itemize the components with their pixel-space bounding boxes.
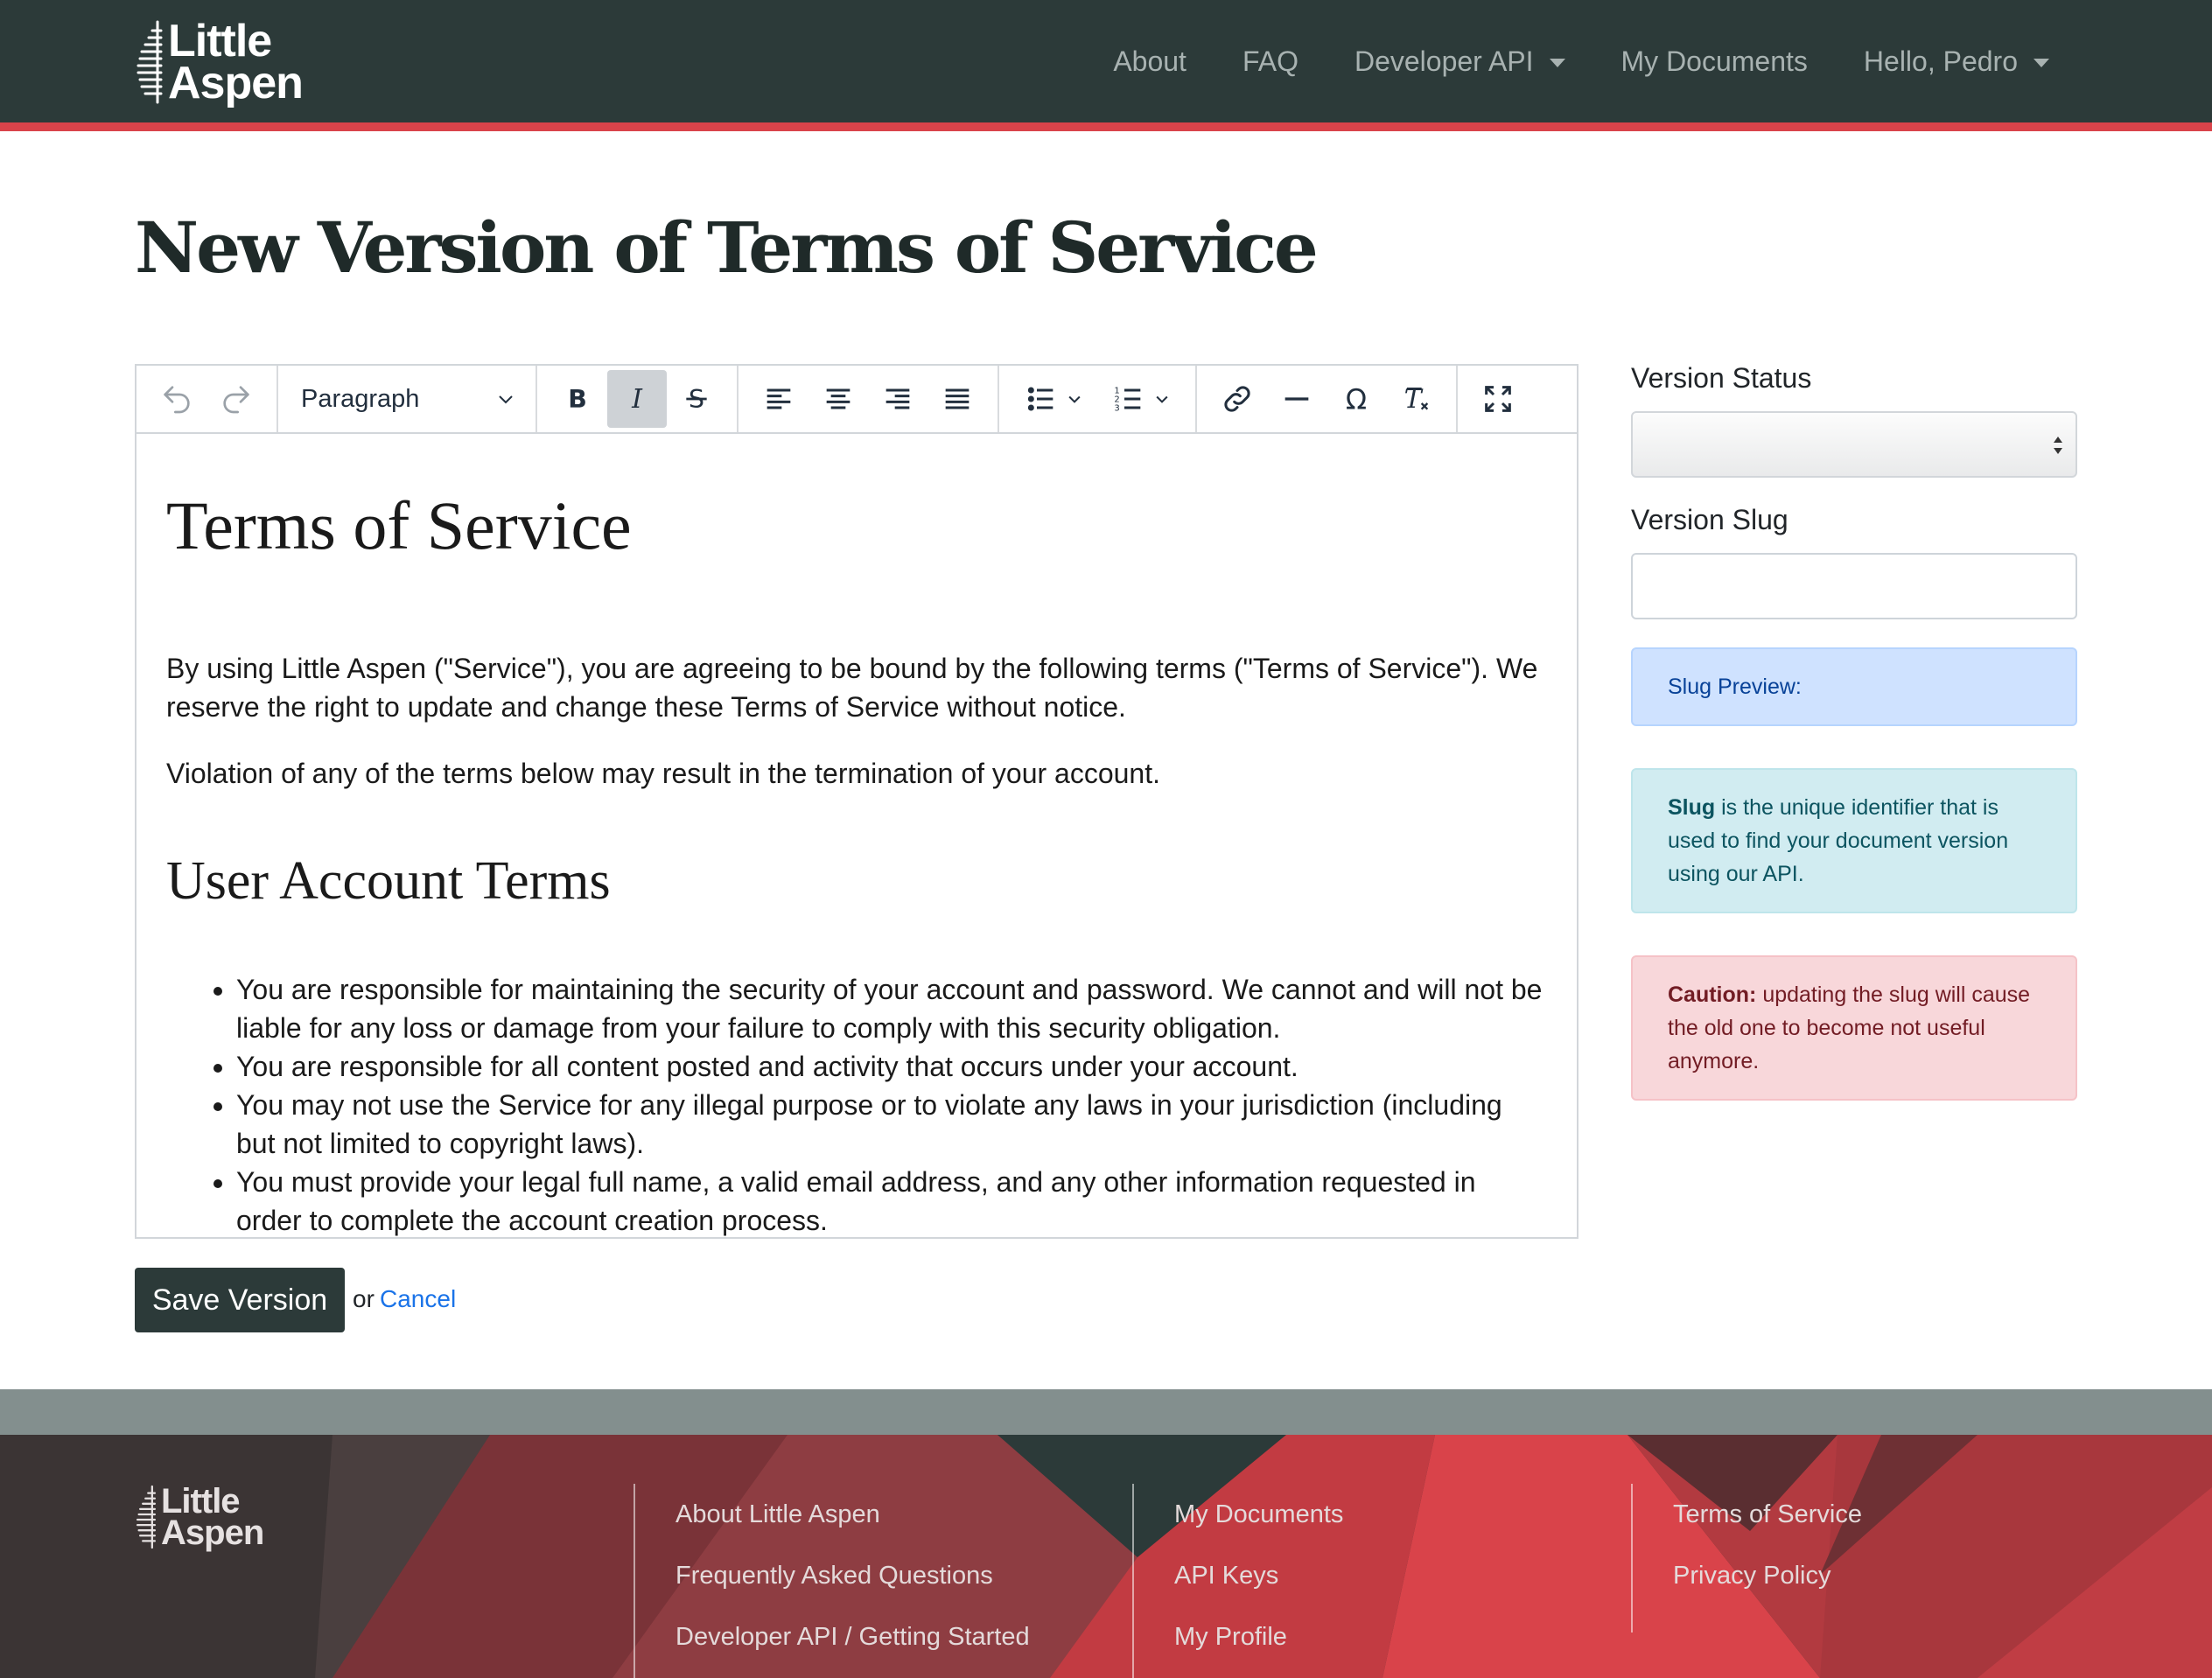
svg-text:Ω: Ω bbox=[1345, 384, 1368, 416]
align-right-button[interactable] bbox=[868, 370, 928, 428]
bold-button[interactable] bbox=[548, 370, 607, 428]
version-status-select[interactable] bbox=[1631, 411, 2077, 478]
svg-text:I: I bbox=[632, 384, 642, 415]
aspen-tree-icon bbox=[135, 1484, 158, 1550]
content-section-heading: User Account Terms bbox=[166, 851, 611, 911]
rich-text-editor bbox=[135, 364, 1578, 1239]
chevron-down-icon bbox=[1153, 390, 1171, 408]
brand-line-2: Aspen bbox=[168, 58, 303, 108]
footer-link-my-profile[interactable]: My Profile bbox=[1174, 1623, 1287, 1651]
cancel-link[interactable]: Cancel bbox=[380, 1285, 457, 1312]
footer-link-my-documents[interactable]: My Documents bbox=[1174, 1500, 1344, 1528]
link-icon bbox=[1220, 381, 1255, 416]
version-status-label: Version Status bbox=[1631, 362, 1812, 394]
bullet-list-icon bbox=[1024, 381, 1059, 416]
list-item: • You are responsible for all content posted and activity that occurs under your account. bbox=[236, 1047, 1547, 1086]
redo-icon bbox=[219, 381, 254, 416]
slug-info-alert bbox=[1631, 768, 2077, 913]
toolbar-group-insert bbox=[1197, 366, 1458, 432]
bold-icon bbox=[560, 381, 595, 416]
content-intro-paragraph: By using Little Aspen ("Service"), you are agreeing to be bound by the following terms ("Terms of Service"). We reserve the right to update and change these Terms of Service without notice. bbox=[166, 653, 1538, 723]
strikethrough-button[interactable] bbox=[667, 370, 726, 428]
justify-button[interactable] bbox=[928, 370, 987, 428]
toolbar-group-view bbox=[1458, 366, 1538, 432]
aspen-tree-icon bbox=[135, 18, 164, 106]
nav-about[interactable]: About bbox=[1113, 45, 1186, 77]
toolbar-group-format bbox=[537, 366, 738, 432]
undo-button[interactable] bbox=[147, 370, 206, 428]
align-center-icon bbox=[821, 381, 856, 416]
footer-column-legal bbox=[1631, 1484, 1862, 1633]
redo-button[interactable] bbox=[206, 370, 266, 428]
brand-line-1: Little bbox=[168, 16, 272, 66]
nav-developer-api-label: Developer API bbox=[1354, 45, 1534, 77]
footer-link-faq[interactable]: Frequently Asked Questions bbox=[676, 1562, 993, 1590]
footer-link-privacy[interactable]: Privacy Policy bbox=[1673, 1562, 1831, 1590]
footer-column-account bbox=[1132, 1484, 1343, 1678]
svg-text:1: 1 bbox=[1114, 386, 1120, 396]
italic-button[interactable] bbox=[607, 370, 667, 428]
footer-link-api-keys[interactable]: API Keys bbox=[1174, 1562, 1279, 1590]
svg-text:T: T bbox=[1404, 384, 1422, 415]
footer-link-developer-api[interactable]: Developer API / Getting Started bbox=[676, 1623, 1030, 1651]
slug-info-text: is the unique identifier that is used to find your document version using our API. bbox=[1668, 795, 2009, 886]
list-item: • You are responsible for maintaining the security of your account and password. We cannot and will not be liable for any loss or damage from your failure to comply with this security obligation. bbox=[236, 970, 1547, 1047]
special-character-icon bbox=[1339, 381, 1374, 416]
toolbar-group-history bbox=[136, 366, 278, 432]
footer-brand-name bbox=[161, 1482, 264, 1552]
align-left-button[interactable] bbox=[749, 370, 808, 428]
horizontal-rule-button[interactable] bbox=[1267, 370, 1326, 428]
site-footer bbox=[0, 1435, 2212, 1678]
editor-toolbar bbox=[136, 366, 1577, 434]
footer-link-about[interactable]: About Little Aspen bbox=[676, 1500, 880, 1528]
slug-caution-text: updating the slug will cause the old one to become not useful anymore. bbox=[1668, 982, 2031, 1073]
slug-preview-label: Slug Preview: bbox=[1668, 675, 1802, 699]
slug-preview-alert bbox=[1631, 647, 2077, 726]
toolbar-group-block bbox=[278, 366, 537, 432]
svg-text:3: 3 bbox=[1114, 403, 1120, 414]
fullscreen-button[interactable] bbox=[1468, 370, 1528, 428]
chevron-down-icon bbox=[495, 388, 516, 409]
main-nav bbox=[1057, 0, 2049, 122]
footer-brand-logo[interactable] bbox=[135, 1484, 263, 1550]
footer-brand-line-2: Aspen bbox=[161, 1514, 264, 1552]
svg-text:2: 2 bbox=[1114, 395, 1120, 405]
justify-icon bbox=[940, 381, 975, 416]
numbered-list-icon bbox=[1111, 381, 1146, 416]
nav-faq[interactable]: FAQ bbox=[1242, 45, 1298, 77]
list-item: • You may not use the Service for any illegal purpose or to violate any laws in your jurisdiction (including but not limited to copyright laws). bbox=[236, 1086, 1547, 1163]
footer-band bbox=[0, 1389, 2212, 1435]
clear-formatting-icon bbox=[1398, 381, 1433, 416]
clear-formatting-button[interactable] bbox=[1386, 370, 1446, 428]
content-heading: Terms of Service bbox=[166, 487, 632, 563]
special-character-button[interactable] bbox=[1326, 370, 1386, 428]
align-right-icon bbox=[880, 381, 915, 416]
page-title: New Version of Terms of Service bbox=[135, 206, 1316, 289]
version-slug-input[interactable] bbox=[1631, 553, 2077, 619]
top-navbar bbox=[0, 0, 2212, 131]
nav-my-documents[interactable]: My Documents bbox=[1620, 45, 1808, 77]
slug-info-strong: Slug bbox=[1668, 795, 1716, 820]
slug-caution-alert bbox=[1631, 955, 2077, 1101]
caret-down-icon bbox=[2034, 59, 2049, 67]
save-version-button[interactable]: Save Version bbox=[135, 1268, 345, 1332]
content-violation-paragraph: Violation of any of the terms below may result in the termination of your account. bbox=[166, 758, 1160, 789]
brand-logo[interactable] bbox=[135, 16, 303, 108]
link-button[interactable] bbox=[1208, 370, 1267, 428]
caret-down-icon bbox=[1550, 59, 1565, 67]
horizontal-rule-icon bbox=[1279, 381, 1314, 416]
nav-developer-api-dropdown[interactable] bbox=[1354, 45, 1565, 78]
footer-link-terms[interactable]: Terms of Service bbox=[1673, 1500, 1862, 1528]
undo-icon bbox=[159, 381, 194, 416]
svg-text:B: B bbox=[568, 385, 587, 414]
editor-content-area[interactable] bbox=[136, 434, 1577, 1239]
content-terms-list bbox=[166, 970, 1547, 1239]
align-left-icon bbox=[761, 381, 796, 416]
numbered-list-button[interactable] bbox=[1097, 370, 1185, 428]
footer-background-pattern bbox=[0, 1435, 2212, 1678]
version-slug-label: Version Slug bbox=[1631, 504, 1788, 535]
strikethrough-icon bbox=[679, 381, 714, 416]
slug-caution-strong: Caution: bbox=[1668, 982, 1757, 1007]
or-text: or bbox=[353, 1285, 374, 1312]
bullet-list-button[interactable] bbox=[1010, 370, 1097, 428]
svg-text:S: S bbox=[689, 385, 704, 414]
toolbar-group-align bbox=[738, 366, 999, 432]
block-format-value: Paragraph bbox=[301, 384, 420, 413]
align-center-button[interactable] bbox=[808, 370, 868, 428]
select-arrows-icon bbox=[2051, 432, 2065, 458]
italic-icon bbox=[620, 381, 654, 416]
list-item: • You must provide your legal full name, a valid email address, and any other information requested in order to complete the account creation process. bbox=[236, 1163, 1547, 1239]
nav-user-label: Hello, Pedro bbox=[1863, 45, 2018, 77]
block-format-select[interactable] bbox=[289, 370, 525, 428]
chevron-down-icon bbox=[1066, 390, 1083, 408]
footer-column-about bbox=[634, 1484, 1030, 1678]
brand-name bbox=[168, 16, 303, 108]
footer-brand-line-1: Little bbox=[161, 1482, 240, 1521]
nav-user-dropdown[interactable] bbox=[1864, 45, 2049, 78]
fullscreen-icon bbox=[1480, 381, 1516, 416]
toolbar-group-lists bbox=[999, 366, 1197, 432]
